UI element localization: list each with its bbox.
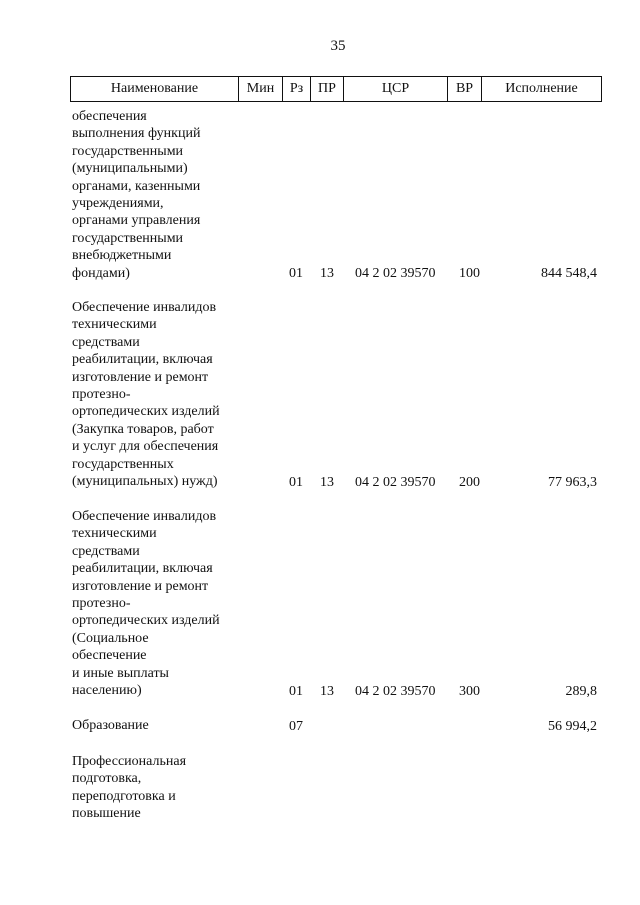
row-rz: 01 [289, 265, 303, 281]
row-pr: 13 [320, 474, 334, 490]
row-isp: 844 548,4 [541, 265, 597, 281]
table-header [70, 76, 602, 102]
row-vr: 300 [459, 683, 480, 699]
row-csr: 04 2 02 39570 [355, 474, 436, 490]
table-row [0, 717, 640, 735]
table-body [0, 108, 640, 825]
row-isp: 56 994,2 [548, 718, 597, 734]
table-row [0, 282, 640, 299]
row-name: Обеспечение инвалидов техническими средствами реабилитации, включая изготовление и ремонт протезно- ортопедических изделий (Закупка товаров, работ и услуг для обеспечения государственных (муниципальных) нужд) [72, 300, 220, 490]
column-header-csr: ЦСР [344, 77, 448, 102]
row-name: Профессиональная подготовка, переподготовка и повышение [72, 754, 187, 822]
column-header-vr: ВР [448, 77, 482, 102]
row-csr: 04 2 02 39570 [355, 683, 436, 699]
table-row [0, 491, 640, 508]
table-row [0, 299, 640, 491]
row-name: обеспечения выполнения функций государственными (муниципальными) органами, казенными учреждениями, органами управления государственными внебюджетными фондами) [72, 109, 201, 281]
table-row [0, 508, 640, 700]
row-name: Обеспечение инвалидов техническими средствами реабилитации, включая изготовление и ремонт протезно- ортопедических изделий (Социальное обеспечение и иные выплаты населению) [72, 509, 220, 699]
row-rz: 07 [289, 718, 303, 734]
column-header-pr: ПР [311, 77, 344, 102]
table-row [0, 108, 640, 282]
row-csr: 04 2 02 39570 [355, 265, 436, 281]
row-rz: 01 [289, 683, 303, 699]
column-header-rz: Рз [283, 77, 311, 102]
row-pr: 13 [320, 683, 334, 699]
table-row [0, 700, 640, 717]
column-header-name: Наименование [71, 77, 239, 102]
row-rz: 01 [289, 474, 303, 490]
row-name: Образование [72, 718, 149, 733]
row-vr: 200 [459, 474, 480, 490]
row-isp: 289,8 [565, 683, 597, 699]
column-header-isp: Исполнение [482, 77, 602, 102]
row-pr: 13 [320, 265, 334, 281]
row-isp: 77 963,3 [548, 474, 597, 490]
table-row [0, 735, 640, 753]
table-row [0, 753, 640, 825]
page-number: 35 [330, 38, 346, 54]
row-vr: 100 [459, 265, 480, 281]
column-header-min: Мин [239, 77, 283, 102]
